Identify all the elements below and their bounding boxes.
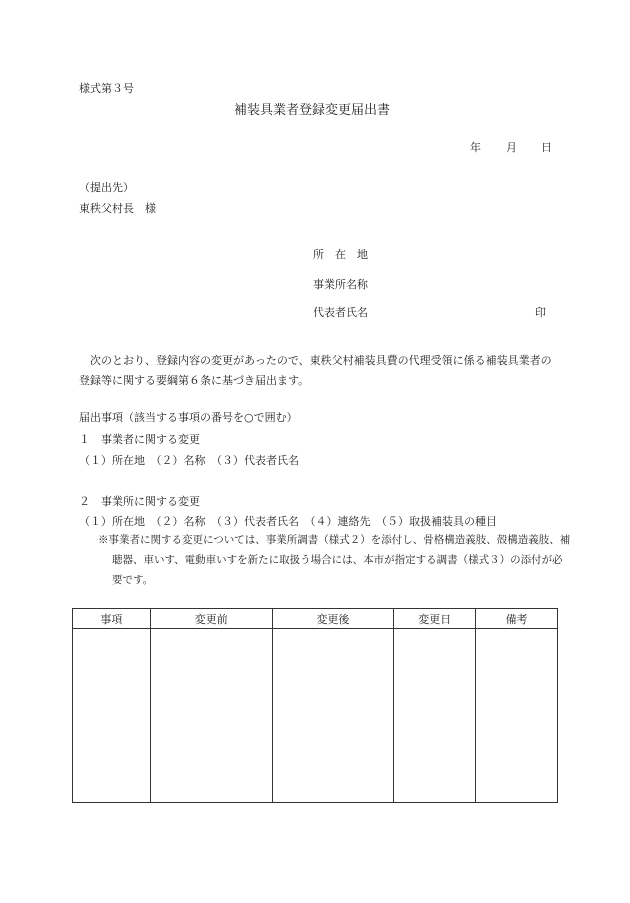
section2-options: （１）所在地 （２）名称 （３）代表者氏名 （４）連絡先 （５）取扱補装具の種目	[79, 515, 497, 528]
header-after: 変更後	[272, 609, 394, 629]
date-day: 日	[541, 141, 552, 154]
representative-label: 代表者氏名	[313, 306, 368, 319]
header-change-date: 変更日	[394, 609, 476, 629]
office-name-label: 事業所名称	[313, 278, 368, 291]
cell-item[interactable]	[73, 629, 151, 803]
cell-remarks[interactable]	[476, 629, 558, 803]
header-remarks: 備考	[476, 609, 558, 629]
section1-heading: １ 事業者に関する変更	[79, 433, 200, 446]
document-title: 補装具業者登録変更届出書	[234, 103, 391, 118]
section1-options: （１）所在地 （２）名称 （３）代表者氏名	[79, 454, 299, 467]
header-item: 事項	[73, 609, 151, 629]
header-before: 変更前	[150, 609, 272, 629]
date-year: 年	[470, 141, 481, 154]
table-row	[73, 629, 558, 803]
form-number: 様式第３号	[79, 82, 134, 95]
body-text: 次のとおり、登録内容の変更があったので、東秩父村補装具費の代理受領に係る補装具業者の登録等に関する要綱第６条に基づき届出ます。	[79, 354, 552, 387]
section2-heading: ２ 事業所に関する変更	[79, 495, 200, 508]
date-month: 月	[506, 141, 517, 154]
changes-table	[72, 608, 558, 803]
table-header-row	[73, 609, 558, 629]
address-label: 所 在 地	[313, 248, 368, 261]
recipient: 東秩父村長 様	[79, 202, 156, 215]
items-heading: 届出事項（該当する事項の番号を○で囲む）	[79, 411, 298, 424]
cell-after[interactable]	[272, 629, 394, 803]
cell-change-date[interactable]	[394, 629, 476, 803]
section2-note: ※事業者に関する変更については、事業所調書（様式２）を添付し、骨格構造義肢、殻構造義肢、補聴器、車いす、電動車いすを新たに取扱う場合には、本市が指定する調書（様式３）の添付が必要です。	[98, 534, 571, 586]
recipient-label: （提出先）	[79, 181, 134, 194]
cell-before[interactable]	[150, 629, 272, 803]
seal-mark: 印	[535, 306, 546, 319]
